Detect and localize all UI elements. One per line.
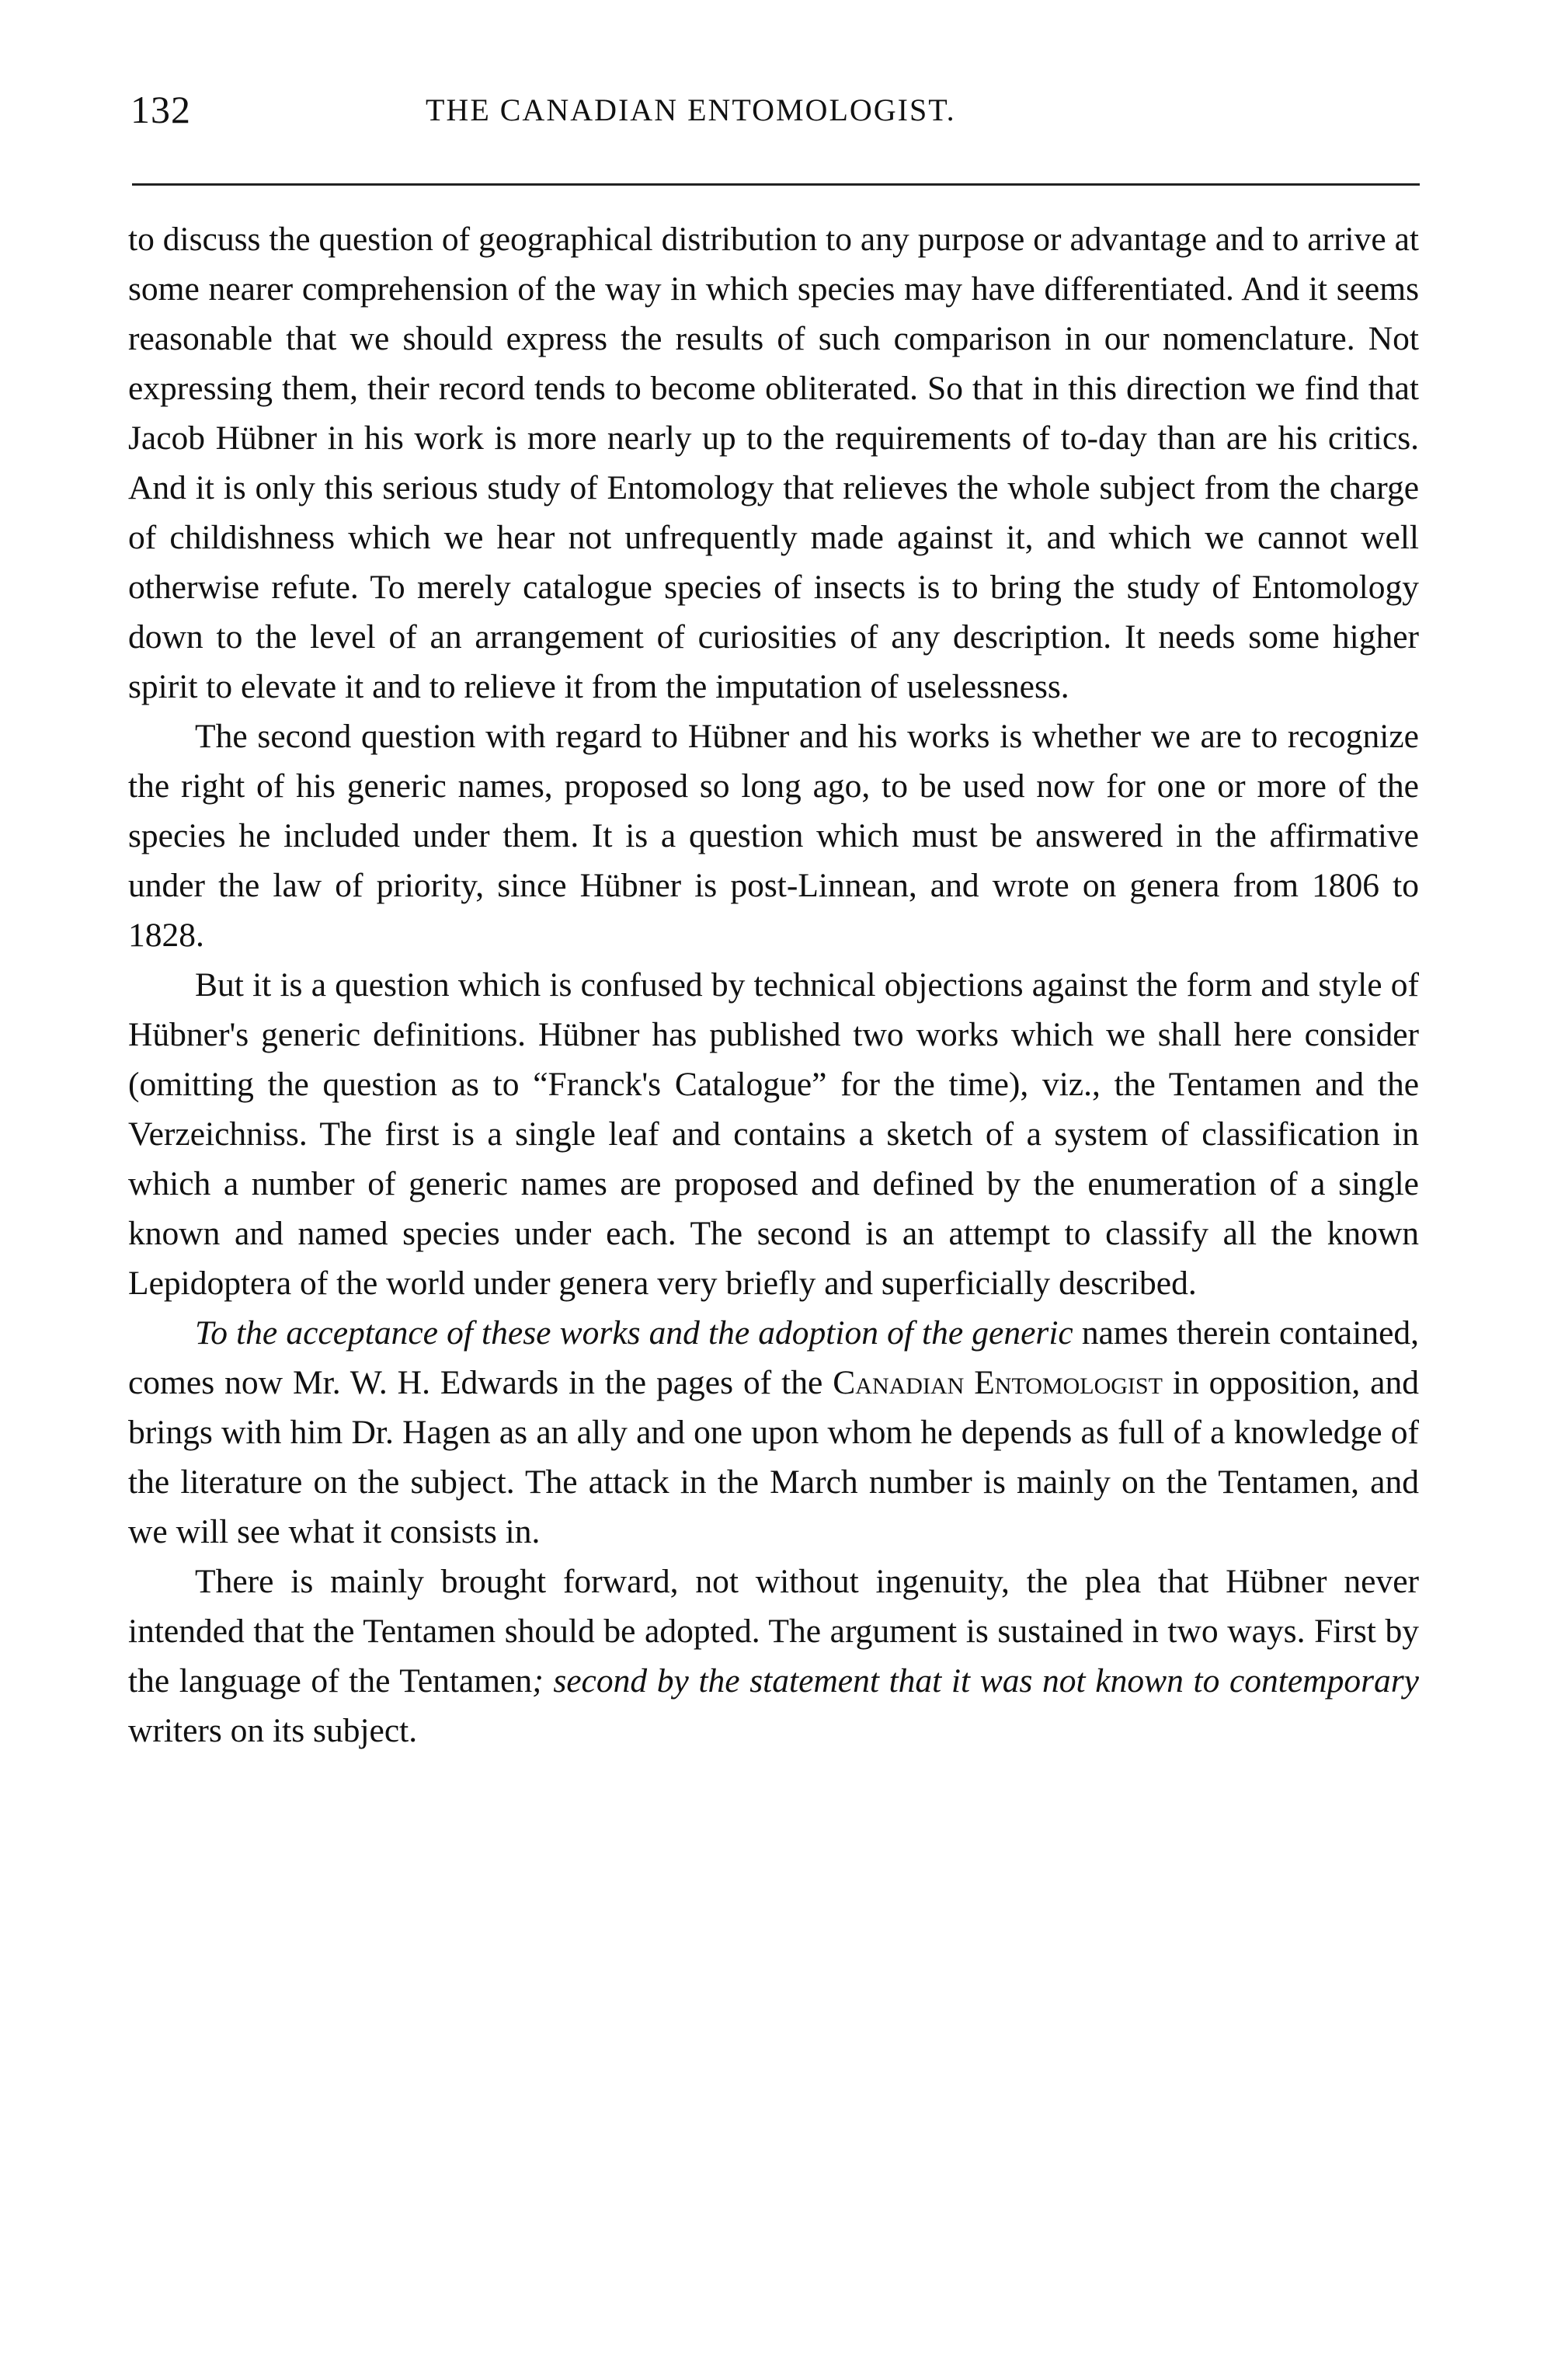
paragraph-4-text-b: in opposition, and brings with him Dr. Hagen as an ally and one upon whom he depends as full of a knowledge of the literature on the subject. The attack in the March number is mainly on the Tentamen, and we will see what it consists in. (128, 1364, 1419, 1550)
paragraph-1: to discuss the question of geographical distribution to any purpose or advantage and to arrive at some nearer comprehension of the way in which species may have differentiated. And it seems reasonable that we should express the results of such comparison in our nomenclature. Not expressing them, their record tends to become obliterated. So that in this direction we find that Jacob Hübner in his work is more nearly up to the requirements of to-day than are his critics. And it is only this serious study of Entomology that relieves the whole subject from the charge of childishness which we hear not unfrequently made against it, and which we cannot well otherwise refute. To merely catalogue species of insects is to bring the study of Entomology down to the level of an arrangement of curiosities of any description. It needs some higher spirit to elevate it and to relieve it from the imputation of uselessness. (128, 221, 1419, 705)
paragraph-5-text-b: writers on its subject. (128, 1712, 418, 1749)
journal-name-small-caps: Canadian Entomologist (833, 1364, 1163, 1401)
page-number: 132 (130, 88, 191, 131)
paragraph-5-text-a: There is mainly brought forward, not without ingenuity, the plea that Hübner never intended that the Tentamen should be adopted. The argument is sustained in two ways. First by the language of the Tentamen (128, 1563, 1419, 1700)
article-body (128, 214, 1419, 1755)
journal-title: THE CANADIAN ENTOMOLOGIST. (426, 92, 956, 127)
running-header (130, 87, 1420, 141)
paragraph-4-italic: To the acceptance of these works and the adoption of the generic (195, 1314, 1073, 1352)
paragraph-4-text-a: names therein contained, comes now Mr. W. H. Edwards in the pages of the (128, 1314, 1420, 1401)
paragraph-2: The second question with regard to Hübner and his works is whether we are to recognize the right of his generic names, proposed so long ago, to be used now for one or more of the species he included under them. It is a question which must be answered in the affirmative under the law of priority, since Hübner is post-Linnean, and wrote on genera from 1806 to 1828. (128, 718, 1419, 954)
header-rule (132, 183, 1420, 186)
paragraph-5-italic: ; second by the statement that it was not known to contemporary (532, 1662, 1419, 1700)
paragraph-5 (128, 1557, 1419, 1755)
paragraph-3: But it is a question which is confused by technical objections against the form and style of Hübner's generic definitions. Hübner has published two works which we shall here consider (omitting the question as to “Franck's Catalogue” for the time), viz., the Tentamen and the Verzeichniss. The first is a single leaf and contains a sketch of a system of classification in which a number of generic names are proposed and defined by the enumeration of a single known and named species under each. The second is an attempt to classify all the known Lepidoptera of the world under genera very briefly and superficially described. (128, 966, 1419, 1302)
paragraph-4 (128, 1308, 1419, 1557)
